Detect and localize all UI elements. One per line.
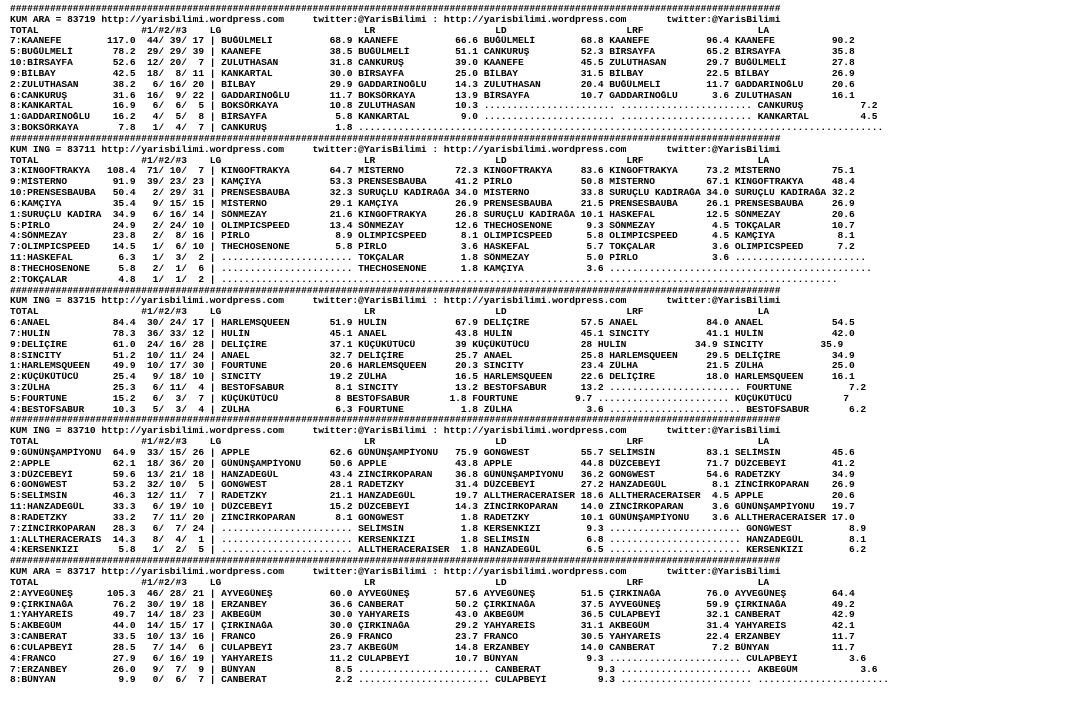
column-header-line: TOTAL #1/#2/#3 LG LR LD LRF LA <box>10 437 770 448</box>
data-line: 7:OLIMPICSPEED 14.5 1/ 6/ 10 | THECHOSENONE 5.8 PİRLO 3.6 HASKEFAL 5.7 TOKÇALAR 3.6 OLIMPICSPEED 7.2 <box>10 242 855 253</box>
data-line: 11:HASKEFAL 6.3 1/ 3/ 2 | ....................... TOKÇALAR 1.8 SÖNMEZAY 5.0 PİRLO 3.6 ....................... <box>10 253 867 264</box>
data-line: 7:HULİN 78.3 36/ 33/ 12 | HULİN 45.1 ANAEL 43.8 HULİN 45.1 SINCITY 41.1 HULİN 42.0 <box>10 328 855 339</box>
data-line: 2:ZULUTHASAN 38.2 6/ 16/ 20 | BİLBAY 29.9 GADDARINOĞLU 14.3 ZULUTHASAN 20.4 BUĞÜLMELİ 11.7 GADDARINOĞLU 20.6 <box>10 79 855 90</box>
data-line: 7:ERZANBEY 26.0 9/ 7/ 9 | BÜNYAN 8.5 ....................... CANBERAT 9.3 ....................... AKBEGÜM 3.6 <box>10 664 878 675</box>
data-line: 9:GÜNÜNŞAMPİYONU 64.9 33/ 15/ 26 | APPLE 62.6 GÜNÜNŞAMPİYONU 75.9 GONGWEST 55.7 SELİMSİN 83.1 SELİMSİN 45.6 <box>10 447 855 458</box>
data-line: 5:FOURTUNE 15.2 6/ 3/ 7 | KÜÇÜKÜTÜCÜ 8 BESTOFSABUR 1.8 FOURTUNE 9.7 ....................... KÜÇÜKÜTÜCÜ 7 <box>10 393 849 404</box>
data-line: 9:DELİÇİRE 61.0 24/ 16/ 28 | DELİÇİRE 37.1 KÜÇÜKÜTÜCÜ 39 KÜÇÜKÜTÜCÜ 28 HULİN 34.9 SINCITY 35.9 <box>10 339 844 350</box>
data-line: 6:CANKURUŞ 31.6 16/ 9/ 22 | GADDARINOĞLU 11.7 BOKSÖRKAYA 13.9 BİRSAYFA 10.7 GADDARINOĞLU 3.6 ZULUTHASAN 16.1 <box>10 90 855 101</box>
race-header-line: KUM ING = 83715 http://yarisbilimi.wordpress.com twitter:@YarisBilimi : http://yarisbilimi.wordpress.com twitter:@YarisBilimi <box>10 296 781 307</box>
data-line: 6:KAMÇIYA 35.4 9/ 15/ 15 | MİSTERNO 29.1 KAMÇIYA 26.9 PRENSESBAUBA 21.5 PRENSESBAUBA 26.1 PRENSESBAUBA 26.9 <box>10 198 855 209</box>
race-header-line: KUM ARA = 83719 http://yarisbilimi.wordpress.com twitter:@YarisBilimi : http://yarisbilimi.wordpress.com twitter:@YarisBilimi <box>10 14 781 25</box>
data-line: 7:ZİNCİRKOPARAN 28.3 6/ 7/ 24 | ....................... SELİMSİN 1.8 KERSENKIZI 9.3 ....................... GONGWEST 8.9 <box>10 523 867 534</box>
data-line: 5:SELİMSİN 46.3 12/ 11/ 7 | RADETZKY 21.1 HANZADEGÜL 19.7 ALLTHERACERAISER 18.6 ALLTHERACERAISER 4.5 APPLE 20.6 <box>10 491 855 502</box>
data-line: 8:KANKARTAL 16.9 6/ 6/ 5 | BOKSÖRKAYA 10.8 ZULUTHASAN 10.3 ....................... ....................... CANKURUŞ 7.2 <box>10 101 878 112</box>
data-line: 3:CANBERAT 33.5 10/ 13/ 16 | FRANCO 26.9 FRANCO 23.7 FRANCO 30.5 YAHYAREİS 22.4 ERZANBEY 11.7 <box>10 632 855 643</box>
column-header-line: TOTAL #1/#2/#3 LG LR LD LRF LA <box>10 155 770 166</box>
separator-line: ####################################################################################################################################### <box>10 556 781 567</box>
race-header-line: KUM ING = 83711 http://yarisbilimi.wordpress.com twitter:@YarisBilimi : http://yarisbilimi.wordpress.com twitter:@YarisBilimi <box>10 144 781 155</box>
data-line: 9:ÇIRKINAĞA 76.2 30/ 19/ 18 | ERZANBEY 36.6 CANBERAT 50.2 ÇIRKINAĞA 37.5 AYVEGÜNEŞ 59.9 ÇIRKINAĞA 49.2 <box>10 599 855 610</box>
race-header-line: KUM ING = 83710 http://yarisbilimi.wordpress.com twitter:@YarisBilimi : http://yarisbilimi.wordpress.com twitter:@YarisBilimi <box>10 426 781 437</box>
data-line: 1:HARLEMSQUEEN 49.9 10/ 17/ 30 | FOURTUNE 20.6 HARLEMSQUEEN 20.3 SINCITY 23.4 ZÜLHA 21.5 ZÜLHA 25.0 <box>10 361 855 372</box>
data-line: 1:ALLTHERACERAIS 14.3 8/ 4/ 1 | ....................... KERSENKIZI 1.8 SELİMSİN 6.8 ....................... HANZADEGÜL 8.1 <box>10 534 867 545</box>
column-header-line: TOTAL #1/#2/#3 LG LR LD LRF LA <box>10 577 770 588</box>
data-line: 10:PRENSESBAUBA 50.4 2/ 29/ 31 | PRENSESBAUBA 32.3 SURUÇLU KADİRAĞA 34.0 MİSTERNO 33.8 SURUÇLU KADİRAĞA 34.0 SURUÇLU KADİRAĞA 32.2 <box>10 188 855 199</box>
data-line: 9:MİSTERNO 91.9 39/ 23/ 23 | KAMÇIYA 53.3 PRENSESBAUBA 41.2 PİRLO 50.8 MİSTERNO 67.1 KINGOFTRAKYA 48.4 <box>10 177 855 188</box>
data-line: 2:AYVEGÜNEŞ 105.3 46/ 28/ 21 | AYVEGÜNEŞ 60.0 AYVEGÜNEŞ 57.6 AYVEGÜNEŞ 51.5 ÇIRKINAĞA 76.0 AYVEGÜNEŞ 64.4 <box>10 588 855 599</box>
data-line: 1:YAHYAREİS 49.7 14/ 18/ 23 | AKBEGÜM 30.0 YAHYAREİS 43.0 AKBEGÜM 36.5 CULAPBEYİ 32.1 CANBERAT 42.9 <box>10 610 855 621</box>
data-line: 7:KAANEFE 117.0 44/ 39/ 17 | BUĞÜLMELİ 68.9 KAANEFE 66.6 BUĞÜLMELİ 68.8 KAANEFE 96.4 KAANEFE 90.2 <box>10 36 855 47</box>
data-line: 6:ANAEL 84.4 30/ 24/ 17 | HARLEMSQUEEN 51.9 HULİN 67.9 DELİÇİRE 57.5 ANAEL 84.0 ANAEL 54.5 <box>10 318 855 329</box>
data-line: 8:SINCITY 51.2 10/ 11/ 24 | ANAEL 32.7 DELİÇİRE 25.7 ANAEL 25.8 HARLEMSQUEEN 29.5 DELİÇİRE 34.9 <box>10 350 855 361</box>
data-line: 11:HANZADEGÜL 33.3 6/ 19/ 10 | DÜZCEBEYİ 15.2 DÜZCEBEYİ 14.3 ZİNCİRKOPARAN 14.0 ZİNCİRKOPARAN 3.6 GÜNÜNŞAMPİYONU 19.7 <box>10 502 855 513</box>
column-header-line: TOTAL #1/#2/#3 LG LR LD LRF LA <box>10 307 770 318</box>
column-header-line: TOTAL #1/#2/#3 LG LR LD LRF LA <box>10 25 770 36</box>
data-line: 2:TOKÇALAR 4.8 1/ 1/ 2 | ............................................................................................................ <box>10 274 838 285</box>
separator-line: ####################################################################################################################################### <box>10 133 781 144</box>
separator-line: ####################################################################################################################################### <box>10 285 781 296</box>
data-line: 2:APPLE 62.1 18/ 36/ 20 | GÜNÜNŞAMPİYONU 50.6 APPLE 43.8 APPLE 44.8 DÜZCEBEYİ 71.7 DÜZCEBEYİ 41.2 <box>10 458 855 469</box>
data-line: 3:BOKSÖRKAYA 7.8 1/ 4/ 7 | CANKURUŞ 1.8 ............................................................................................ <box>10 123 884 134</box>
data-line: 4:FRANCO 27.9 6/ 16/ 19 | YAHYAREİS 11.2 CULAPBEYİ 10.7 BÜNYAN 9.3 ....................... CULAPBEYİ 3.6 <box>10 653 867 664</box>
data-line: 1:SURUÇLU KADİRA 34.9 6/ 16/ 14 | SÖNMEZAY 21.6 KINGOFTRAKYA 26.8 SURUÇLU KADİRAĞA 10.1 HASKEFAL 12.5 SÖNMEZAY 20.6 <box>10 209 855 220</box>
race-header-line: KUM ARA = 83717 http://yarisbilimi.wordpress.com twitter:@YarisBilimi : http://yarisbilimi.wordpress.com twitter:@YarisBilimi <box>10 567 781 578</box>
data-line: 5:PİRLO 24.9 2/ 24/ 10 | OLIMPICSPEED 13.4 SÖNMEZAY 12.6 THECHOSENONE 9.3 SÖNMEZAY 4.5 TOKÇALAR 10.7 <box>10 220 855 231</box>
data-line: 4:BESTOFSABUR 10.3 5/ 3/ 4 | ZÜLHA 6.3 FOURTUNE 1.8 ZÜLHA 3.6 ....................... BESTOFSABUR 6.2 <box>10 404 867 415</box>
data-line: 3:ZÜLHA 25.3 6/ 11/ 4 | BESTOFSABUR 8.1 SINCITY 13.2 BESTOFSABUR 13.2 ....................... FOURTUNE 7.2 <box>10 382 867 393</box>
data-line: 2:KÜÇÜKÜTÜCÜ 25.4 9/ 18/ 10 | SINCITY 19.2 ZÜLHA 16.5 HARLEMSQUEEN 22.6 DELİÇİRE 18.0 HARLEMSQUEEN 16.1 <box>10 372 855 383</box>
data-line: 1:GADDARINOĞLU 16.2 4/ 5/ 8 | BİRSAYFA 5.8 KANKARTAL 9.0 ....................... ....................... KANKARTAL 4.5 <box>10 112 878 123</box>
data-line: 8:BÜNYAN 9.9 0/ 6/ 7 | CANBERAT 2.2 ....................... CULAPBEYİ 9.3 ....................... ....................... <box>10 675 889 686</box>
data-line: 8:RADETZKY 33.2 7/ 11/ 20 | ZİNCİRKOPARAN 8.1 GONGWEST 1.8 RADETZKY 10.1 GÜNÜNŞAMPİYONU 3.6 ALLTHERACERAISER 17.0 <box>10 512 855 523</box>
data-line: 4:SÖNMEZAY 23.8 2/ 8/ 16 | PİRLO 8.9 OLIMPICSPEED 8.1 OLIMPICSPEED 5.8 OLIMPICSPEED 4.5 KAMÇIYA 8.1 <box>10 231 855 242</box>
data-line: 3:KINGOFTRAKYA 108.4 71/ 10/ 7 | KINGOFTRAKYA 64.7 MİSTERNO 72.3 KINGOFTRAKYA 83.6 KINGOFTRAKYA 73.2 MİSTERNO 75.1 <box>10 166 855 177</box>
data-line: 5:AKBEGÜM 44.0 14/ 15/ 17 | ÇIRKINAĞA 30.0 ÇIRKINAĞA 29.2 YAHYAREİS 31.1 AKBEGÜM 31.4 YAHYAREİS 42.1 <box>10 621 855 632</box>
data-line: 9:BİLBAY 42.5 18/ 8/ 11 | KANKARTAL 30.0 BİRSAYFA 25.0 BİLBAY 31.5 BİLBAY 22.5 BİLBAY 26.9 <box>10 68 855 79</box>
separator-line: ####################################################################################################################################### <box>10 415 781 426</box>
data-line: 6:CULAPBEYİ 28.5 7/ 14/ 6 | CULAPBEYİ 23.7 AKBEGÜM 14.8 ERZANBEY 14.0 CANBERAT 7.2 BÜNYAN 11.7 <box>10 642 855 653</box>
data-line: 3:DÜZCEBEYİ 59.6 13/ 21/ 18 | HANZADEGÜL 43.4 ZİNCİRKOPARAN 36.8 GÜNÜNŞAMPİYONU 36.2 GONGWEST 54.6 RADETZKY 34.9 <box>10 469 855 480</box>
data-line: 4:KERSENKIZI 5.8 1/ 2/ 5 | ....................... ALLTHERACERAISER 1.8 HANZADEGÜL 6.5 ....................... KERSENKIZI 6.2 <box>10 545 867 556</box>
data-line: 8:THECHOSENONE 5.8 2/ 1/ 6 | ....................... THECHOSENONE 1.8 KAMÇIYA 3.6 .............................................. <box>10 263 872 274</box>
separator-line: ####################################################################################################################################### <box>10 4 781 14</box>
data-line: 6:GONGWEST 53.2 32/ 10/ 5 | GONGWEST 28.1 RADETZKY 31.4 DÜZCEBEYİ 27.2 HANZADEGÜL 8.1 ZİNCİRKOPARAN 26.9 <box>10 480 855 491</box>
data-line: 5:BUĞÜLMELİ 78.2 29/ 29/ 39 | KAANEFE 38.5 BUĞÜLMELİ 51.1 CANKURUŞ 52.3 BİRSAYFA 65.2 BİRSAYFA 35.8 <box>10 47 855 58</box>
data-line: 10:BİRSAYFA 52.6 12/ 20/ 7 | ZULUTHASAN 31.8 CANKURUŞ 39.0 KAANEFE 45.5 ZULUTHASAN 29.7 BUĞÜLMELİ 27.8 <box>10 58 855 69</box>
